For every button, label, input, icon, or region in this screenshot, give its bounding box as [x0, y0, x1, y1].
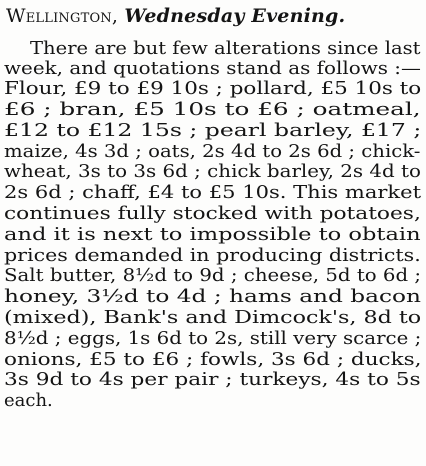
- report-line: wheat, 3s to 3s 6d ; chick barley, 2s 4d to: [4, 161, 421, 182]
- report-line: and it is next to impossible to obtain: [4, 224, 421, 245]
- report-line: 3s 9d to 4s per pair ; turkeys, 4s to 5s: [4, 369, 421, 390]
- dateline-place: Wellington,: [6, 5, 119, 27]
- report-line: Flour, £9 to £9 10s ; pollard, £5 10s to: [4, 78, 422, 99]
- report-line: prices demanded in producing districts.: [4, 245, 421, 266]
- report-line: maize, 4s 3d ; oats, 2s 4d to 2s 6d ; chick-: [4, 141, 421, 162]
- report-line: each.: [4, 390, 53, 411]
- dateline-time: Wednesday Evening.: [124, 5, 346, 27]
- report-line: £12 to £12 15s ; pearl barley, £17 ;: [4, 120, 422, 141]
- report-line: There are but few alterations since last: [30, 38, 421, 59]
- report-line: onions, £5 to £6 ; fowls, 3s 6d ; ducks,: [4, 349, 422, 370]
- dateline: [6, 4, 345, 28]
- report-line: £6 ; bran, £5 10s to £6 ; oatmeal,: [4, 99, 421, 120]
- report-line: 2s 6d ; chaff, £4 to £5 10s. This market: [4, 182, 422, 203]
- report-line: honey, 3½d to 4d ; hams and bacon: [4, 286, 421, 307]
- report-line: 8½d ; eggs, 1s 6d to 2s, still very scarce ;: [4, 328, 422, 349]
- report-line: (mixed), Bank's and Dimcock's, 8d to: [4, 307, 422, 328]
- report-line: Salt butter, 8½d to 9d ; cheese, 5d to 6d ;: [4, 265, 422, 286]
- report-line: week, and quotations stand as follows :—: [4, 58, 421, 79]
- report-line: continues fully stocked with potatoes,: [4, 203, 421, 224]
